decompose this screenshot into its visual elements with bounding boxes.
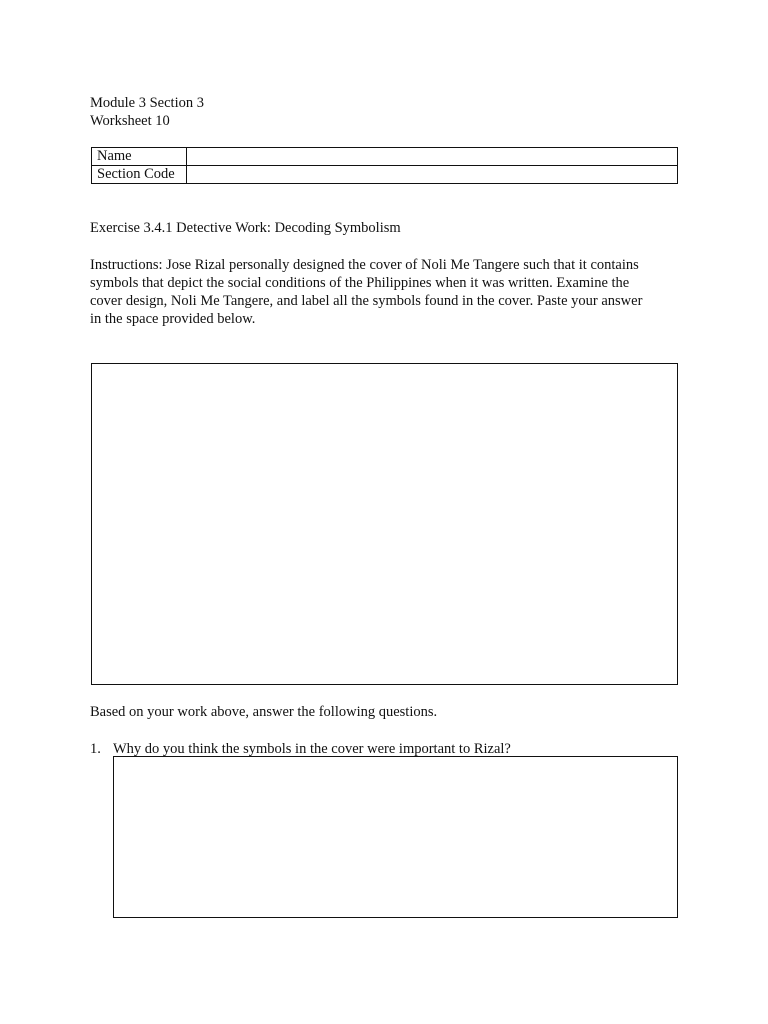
- section-code-label: Section Code: [92, 166, 187, 184]
- question-number: 1.: [90, 741, 101, 757]
- section-code-row: [92, 166, 678, 184]
- exercise-title: Exercise 3.4.1 Detective Work: Decoding Symbolism: [90, 220, 401, 236]
- instruction-line: Instructions: Jose Rizal personally designed the cover of Noli Me Tangere such that it contains: [90, 257, 639, 273]
- instructions-paragraph: [90, 256, 678, 328]
- student-info-table: [91, 147, 678, 184]
- question-text: Why do you think the symbols in the cover were important to Rizal?: [113, 741, 511, 757]
- name-label: Name: [92, 148, 187, 166]
- question-1-answer-box[interactable]: [113, 756, 678, 918]
- symbol-answer-box[interactable]: [91, 363, 678, 685]
- section-code-field[interactable]: [187, 166, 678, 184]
- worksheet-number-label: Worksheet 10: [90, 113, 170, 129]
- instruction-line: symbols that depict the social conditions of the Philippines when it was written. Examine the: [90, 275, 630, 291]
- instruction-line: in the space provided below.: [90, 311, 256, 327]
- name-row: [92, 148, 678, 166]
- name-field[interactable]: [187, 148, 678, 166]
- module-section-label: Module 3 Section 3: [90, 95, 204, 111]
- followup-intro: Based on your work above, answer the following questions.: [90, 704, 438, 720]
- instruction-line: cover design, Noli Me Tangere, and label all the symbols found in the cover. Paste your answer: [90, 293, 643, 309]
